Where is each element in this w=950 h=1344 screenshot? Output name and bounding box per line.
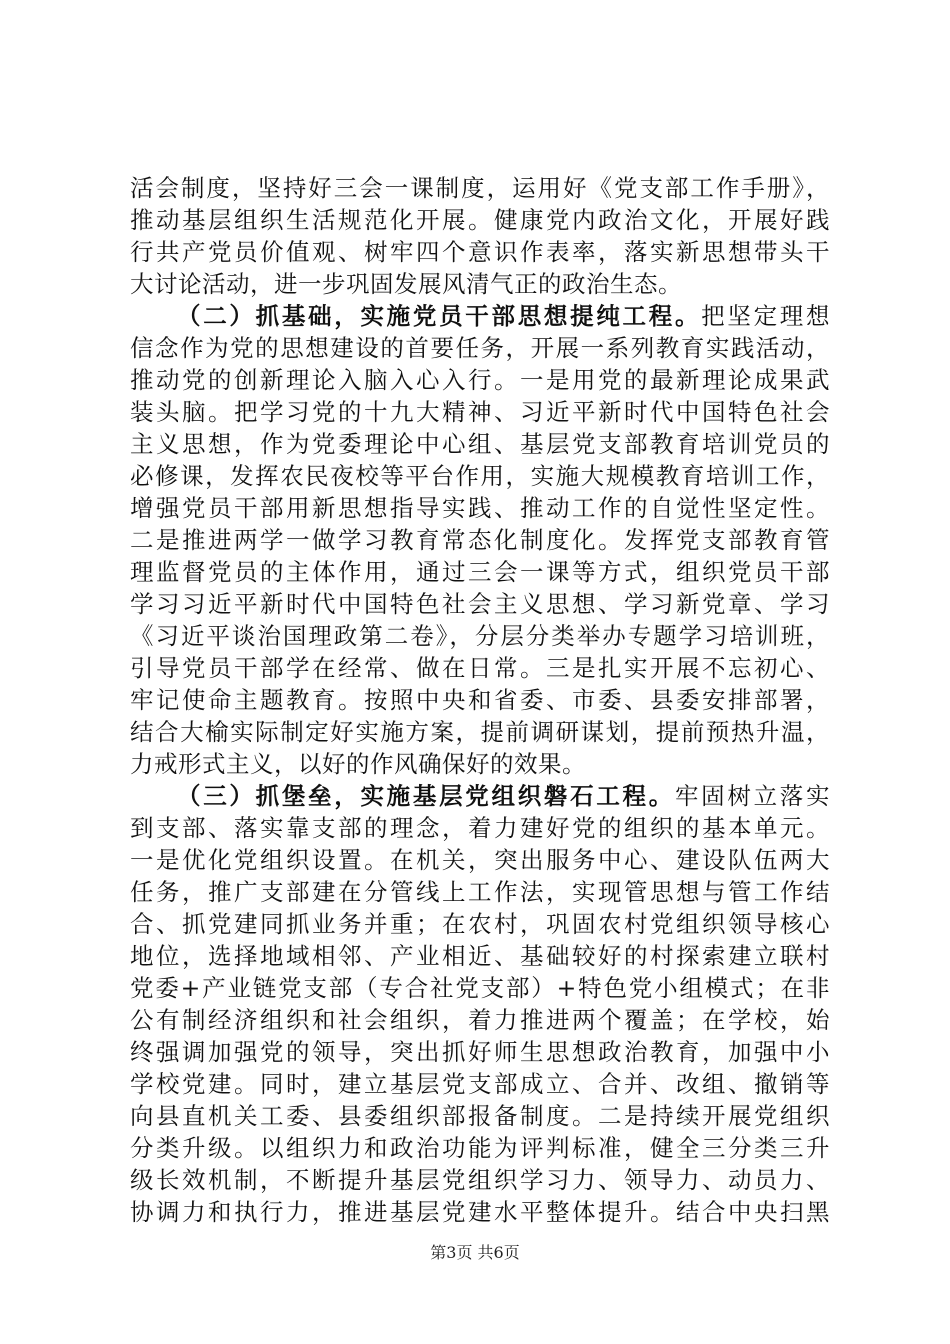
text-line <box>130 300 830 332</box>
text-line: 学习习近平新时代中国特色社会主义思想、学习新党章、学习 <box>130 590 830 618</box>
text-line: 《习近平谈治国理政第二卷》，分层分类举办专题学习培训班， <box>130 622 830 650</box>
text-line: 主义思想，作为党委理论中心组、基层党支部教育培训党员的 <box>130 430 830 458</box>
text-line: 推动党的创新理论入脑入心入行。一是用党的最新理论成果武 <box>130 366 830 394</box>
text-run: 把坚定理想 <box>701 302 831 330</box>
text-line: 装头脑。把学习党的十九大精神、习近平新时代中国特色社会 <box>130 398 830 426</box>
text-line: 分类升级。以组织力和政治功能为评判标准，健全三分类三升 <box>130 1134 830 1162</box>
text-line: 公有制经济组织和社会组织，着力推进两个覆盖；在学校，始 <box>130 1006 830 1034</box>
paragraph <box>130 172 830 300</box>
paragraph <box>130 300 830 780</box>
text-line: 信念作为党的思想建设的首要任务，开展一系列教育实践活动， <box>130 334 830 362</box>
text-line: 向县直机关工委、县委组织部报备制度。二是持续开展党组织 <box>130 1102 830 1130</box>
text-line: 一是优化党组织设置。在机关，突出服务中心、建设队伍两大 <box>130 846 830 874</box>
section-heading: （二）抓基础，实施党员干部思想提纯工程。 <box>177 302 702 330</box>
text-line: 到支部、落实靠支部的理念，着力建好党的组织的基本单元。 <box>130 814 830 842</box>
section-heading: （三）抓堡垒，实施基层党组织磐石工程。 <box>177 782 675 810</box>
page-number: 第3页 共6页 <box>430 1243 520 1262</box>
text-line: 推动基层组织生活规范化开展。健康党内政治文化，开展好践 <box>130 206 830 234</box>
text-line <box>130 780 830 812</box>
text-line: 二是推进两学一做学习教育常态化制度化。发挥党支部教育管 <box>130 526 830 554</box>
text-line: 党委+产业链党支部（专合社党支部）+特色党小组模式；在非 <box>130 974 830 1002</box>
text-line: 牢记使命主题教育。按照中央和省委、市委、县委安排部署， <box>130 686 830 714</box>
text-line: 协调力和执行力，推进基层党建水平整体提升。结合中央扫黑 <box>130 1198 830 1226</box>
text-line: 级长效机制，不断提升基层党组织学习力、领导力、动员力、 <box>130 1166 830 1194</box>
text-line: 学校党建。同时，建立基层党支部成立、合并、改组、撤销等 <box>130 1070 830 1098</box>
text-line: 引导党员干部学在经常、做在日常。三是扎实开展不忘初心、 <box>130 654 830 682</box>
text-line: 必修课，发挥农民夜校等平台作用，实施大规模教育培训工作， <box>130 462 830 490</box>
text-line: 大讨论活动，进一步巩固发展风清气正的政治生态。 <box>130 270 682 298</box>
text-line: 地位，选择地域相邻、产业相近、基础较好的村探索建立联村 <box>130 942 830 970</box>
text-line: 终强调加强党的领导，突出抓好师生思想政治教育，加强中小 <box>130 1038 830 1066</box>
text-line: 任务，推广支部建在分管线上工作法，实现管思想与管工作结 <box>130 878 830 906</box>
text-run: 牢固树立落实 <box>674 782 831 810</box>
text-line: 增强党员干部用新思想指导实践、推动工作的自觉性坚定性。 <box>130 494 830 522</box>
document-body <box>130 172 830 1228</box>
text-line: 力戒形式主义，以好的作风确保好的效果。 <box>130 750 586 778</box>
text-line: 理监督党员的主体作用，通过三会一课等方式，组织党员干部 <box>130 558 830 586</box>
text-line: 结合大榆实际制定好实施方案，提前调研谋划，提前预热升温， <box>130 718 830 746</box>
text-line: 活会制度，坚持好三会一课制度，运用好《党支部工作手册》， <box>130 174 830 202</box>
text-line: 行共产党员价值观、树牢四个意识作表率，落实新思想带头干 <box>130 238 830 266</box>
text-line: 合、抓党建同抓业务并重；在农村，巩固农村党组织领导核心 <box>130 910 830 938</box>
paragraph <box>130 780 830 1228</box>
